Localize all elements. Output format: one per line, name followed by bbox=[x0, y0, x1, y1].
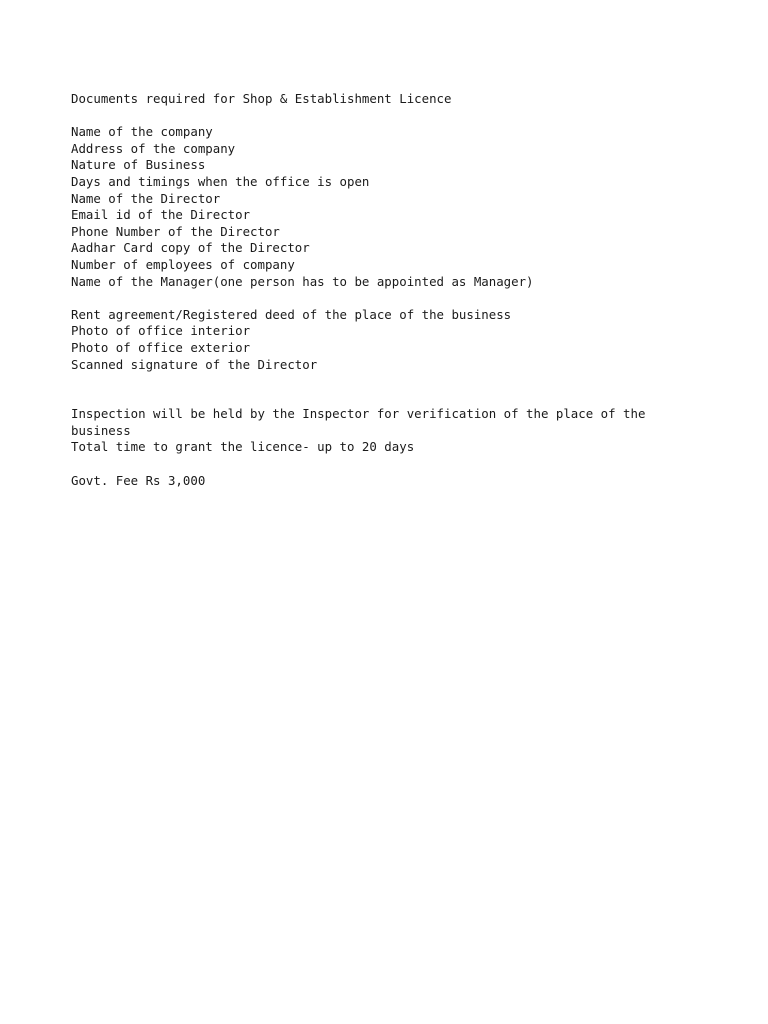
fee-note: Govt. Fee Rs 3,000 bbox=[71, 472, 206, 488]
document-page bbox=[71, 91, 671, 489]
list-item: Number of employees of company bbox=[71, 256, 295, 272]
list-item: Name of the Manager(one person has to be appointed as Manager) bbox=[71, 273, 534, 289]
list-item: Email id of the Director bbox=[71, 207, 251, 223]
list-item: Rent agreement/Registered deed of the place of the business bbox=[71, 306, 512, 322]
list-item: Photo of office interior bbox=[71, 323, 251, 339]
list-item: Days and timings when the office is open bbox=[71, 173, 370, 189]
spacer bbox=[71, 456, 671, 473]
list-item: Aadhar Card copy of the Director bbox=[71, 240, 310, 256]
company-details-list bbox=[71, 124, 671, 290]
inspection-note: Inspection will be held by the Inspector for verification of the place of the business bbox=[71, 406, 653, 438]
documents-list bbox=[71, 307, 671, 373]
list-item: Scanned signature of the Director bbox=[71, 356, 318, 372]
spacer bbox=[71, 290, 671, 307]
spacer bbox=[71, 373, 671, 406]
list-item: Photo of office exterior bbox=[71, 339, 251, 355]
list-item: Name of the company bbox=[71, 124, 213, 140]
list-item: Nature of Business bbox=[71, 157, 206, 173]
list-item: Name of the Director bbox=[71, 190, 221, 206]
spacer bbox=[71, 108, 671, 125]
document-title: Documents required for Shop & Establishment Licence bbox=[71, 91, 452, 106]
list-item: Phone Number of the Director bbox=[71, 223, 280, 239]
time-note: Total time to grant the licence- up to 20 days bbox=[71, 439, 415, 455]
list-item: Address of the company bbox=[71, 140, 236, 156]
